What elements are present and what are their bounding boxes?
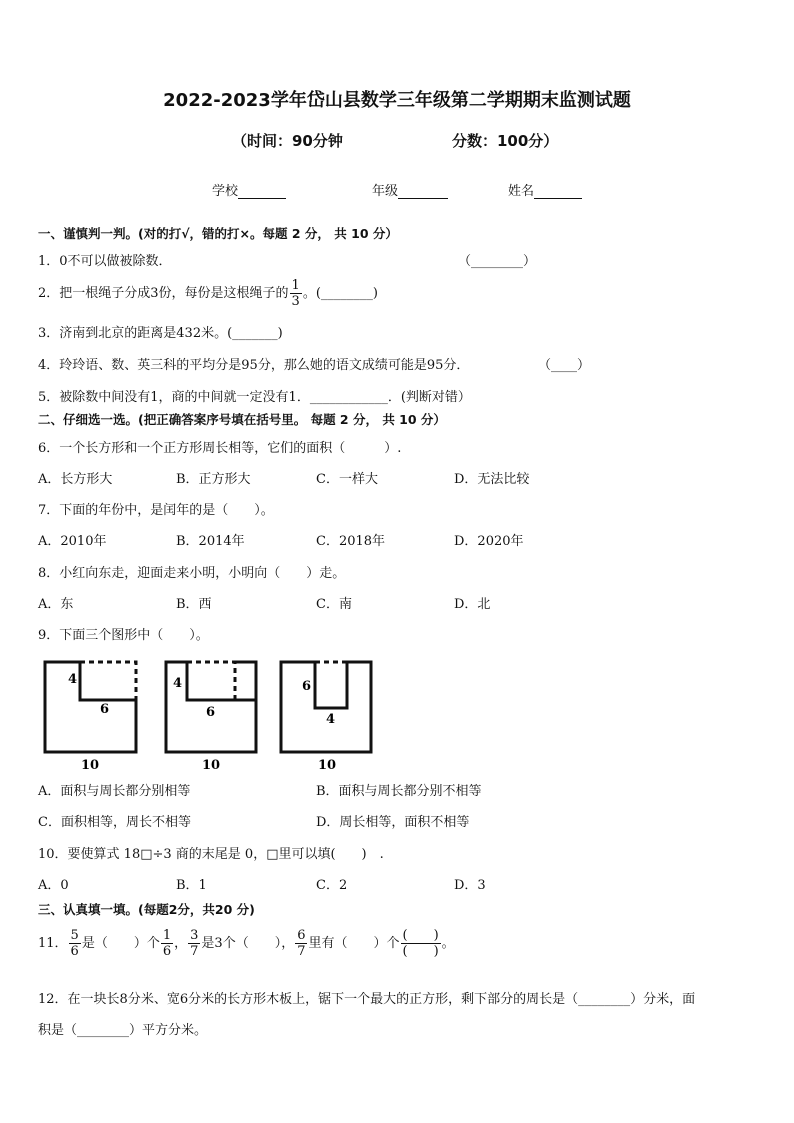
option[interactable]: A．面积与周长都分别相等 [38,784,191,799]
option[interactable]: B．2014年 [176,534,245,549]
section-2-heading: 二、仔细选一选。(把正确答案序号填在括号里。 每题 2 分， 共 10 分） [38,412,446,427]
name-label: 姓名 [508,184,535,199]
option[interactable]: C．南 [316,597,352,612]
fraction: $\frac{5}{6}$ [70,928,79,959]
option[interactable]: D．周长相等，面积不相等 [316,815,470,830]
option[interactable]: B．1 [176,878,207,893]
option[interactable]: C．一样大 [316,472,378,487]
fraction-blank[interactable]: $\frac{( )}{( )}$ [402,928,439,959]
fraction: $\frac{1}{3}$ [291,278,300,309]
figure-3-label-c: 10 [318,758,337,772]
option[interactable]: D．3 [454,878,486,893]
question-3: 3．济南到北京的距离是432米。(_______) [38,326,283,341]
option[interactable]: D．2020年 [454,534,524,549]
section-1-heading: 一、谨慎判一判。(对的打√，错的打×。每题 2 分， 共 10 分） [38,226,398,241]
figure-1-label-b: 6 [100,702,110,717]
figure-2-label-c: 10 [202,758,221,772]
question-7: 7．下面的年份中，是闰年的是（ ）。 [38,503,274,518]
option[interactable]: B．西 [176,597,212,612]
school-field[interactable] [212,180,286,199]
question-10: 10．要使算式 18□÷3 商的末尾是 0，□里可以填( ) . [38,847,384,862]
option[interactable]: C．2 [316,878,348,893]
option[interactable]: B．面积与周长都分别不相等 [316,784,482,799]
section-3-heading: 三、认真填一填。(每题2分，共20 分) [38,902,255,917]
question-12-line-1: 12．在一块长8分米、宽6分米的长方形木板上，锯下一个最大的正方形，剩下部分的周长是（________）分米，面 [38,992,696,1007]
question-4-blank[interactable]: （____） [538,358,591,373]
question-9: 9．下面三个图形中（ ）。 [38,628,209,643]
question-4: 4．玲玲语、数、英三科的平均分是95分，那么她的语文成绩可能是95分． [38,358,470,373]
fraction: $\frac{1}{6}$ [162,928,172,959]
figure-2-label-b: 6 [206,705,216,720]
option[interactable]: B．正方形大 [176,472,251,487]
option[interactable]: C．2018年 [316,534,386,549]
figure-3-label-b: 4 [326,712,336,727]
question-12-line-2: 积是（________）平方分米。 [38,1023,208,1038]
grade-label: 年级 [372,184,399,199]
option[interactable]: D．无法比较 [454,472,530,487]
question-6: 6．一个长方形和一个正方形周长相等，它们的面积（ ）. [38,441,402,456]
question-2: 2．把一根绳子分成3份，每份是这根绳子的 $\frac{1}{3}$ 。(________) [38,278,378,309]
figure-1-label-a: 4 [68,672,78,687]
page-title: 2022-2023学年岱山县数学三年级第二学期期末监测试题 [163,90,631,111]
option[interactable]: A．长方形大 [38,472,113,487]
figure-2-label-a: 4 [173,676,183,691]
question-1-blank[interactable]: （________） [458,254,537,269]
question-5: 5．被除数中间没有1，商的中间就一定没有1．____________．(判断对错） [38,390,471,405]
option[interactable]: A．2010年 [38,534,107,549]
school-label: 学校 [212,184,239,199]
question-8: 8．小红向东走，迎面走来小明，小明向（ ）走。 [38,566,346,581]
figure-1-label-c: 10 [81,758,100,772]
option[interactable]: A．东 [38,597,74,612]
option[interactable]: A．0 [38,878,69,893]
fraction: $\frac{3}{7}$ [190,928,199,959]
fraction: $\frac{6}{7}$ [297,928,306,959]
figure-1 [45,662,136,772]
option[interactable]: C．面积相等，周长不相等 [38,815,191,830]
figure-3 [281,662,371,772]
figure-2 [166,662,256,772]
grade-field[interactable] [372,180,448,199]
exam-score: 分数：100分） [452,132,559,150]
name-field[interactable] [508,180,582,199]
question-1: 1．0不可以做被除数． [38,254,172,269]
question-9-figures [36,652,396,772]
figure-3-label-a: 6 [302,679,312,694]
exam-time: （时间：90分钟 [232,132,343,150]
option[interactable]: D．北 [454,597,491,612]
question-11: 11． $\frac{5}{6}$ 是（ ）个 $\frac{1}{6}$ ， $\frac{3}{7}$ 是3个（ ）， $\frac{6}{7}$ 里有（ ）个 $\frac{( )}{( )}$ 。 [38,928,455,959]
